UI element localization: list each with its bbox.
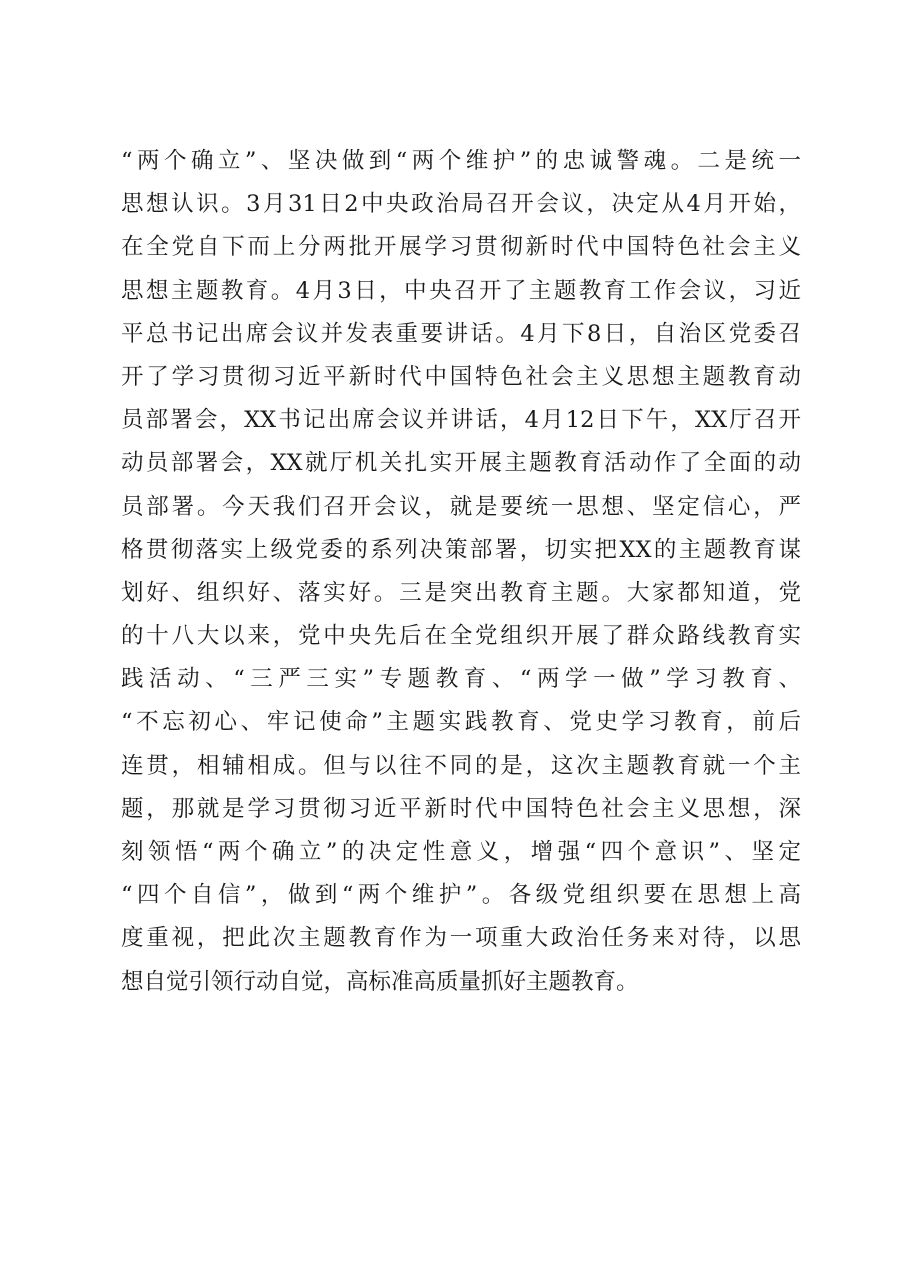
text-line: 在全党自下而上分两批开展学习贯彻新时代中国特色社会主义 bbox=[121, 234, 801, 261]
text-line: 刻领悟“两个确立”的决定性意义，增强“四个意识”、坚定 bbox=[121, 839, 801, 865]
text-line: 连贯，相辅相成。但与以往不同的是，这次主题教育就一个主 bbox=[121, 752, 801, 779]
text-line: “两个确立”、坚决做到“两个维护”的忠诚警魂。二是统一 bbox=[121, 148, 801, 174]
text-line: 划好、组织好、落实好。三是突出教育主题。大家都知道，党 bbox=[121, 579, 801, 606]
text-line: 思想主题教育。4月3日，中央召开了主题教育工作会议，习近 bbox=[121, 277, 801, 304]
text-line: 思想认识。3月31日2中央政治局召开会议，决定从4月开始， bbox=[121, 191, 801, 218]
text-line: 格贯彻落实上级党委的系列决策部署，切实把XX的主题教育谋 bbox=[121, 536, 801, 563]
text-line: “四个自信”，做到“两个维护”。各级党组织要在思想上高 bbox=[121, 882, 801, 909]
text-line: 开了学习贯彻习近平新时代中国特色社会主义思想主题教育动 bbox=[121, 363, 801, 390]
body-paragraph bbox=[121, 140, 801, 1004]
text-line: 想自觉引领行动自觉，高标准高质量抓好主题教育。 bbox=[121, 968, 639, 995]
text-line: 平总书记出席会议并发表重要讲话。4月下8日，自治区党委召 bbox=[121, 320, 801, 347]
text-line: “不忘初心、牢记使命”主题实践教育、党史学习教育，前后 bbox=[121, 709, 801, 736]
text-line: 员部署会，XX书记出席会议并讲话，4月12日下午，XX厅召开 bbox=[121, 407, 801, 434]
text-line: 度重视，把此次主题教育作为一项重大政治任务来对待，以思 bbox=[121, 925, 801, 952]
text-line: 践活动、“三严三实”专题教育、“两学一做”学习教育、 bbox=[121, 666, 801, 693]
text-line: 员部署。今天我们召开会议，就是要统一思想、坚定信心，严 bbox=[121, 493, 801, 520]
text-line: 动员部署会，XX就厅机关扎实开展主题教育活动作了全面的动 bbox=[121, 450, 801, 477]
text-line: 题，那就是学习贯彻习近平新时代中国特色社会主义思想，深 bbox=[121, 795, 801, 822]
text-line: 的十八大以来，党中央先后在全党组织开展了群众路线教育实 bbox=[121, 623, 801, 650]
